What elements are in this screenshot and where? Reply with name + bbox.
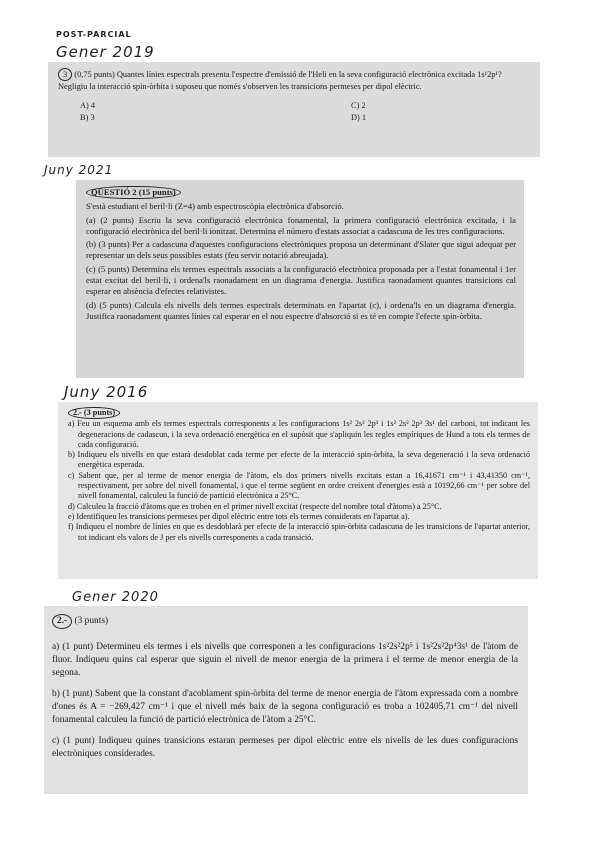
item-b: (b) (3 punts) Per a cadascuna d'aquestes configuracions electròniques proposa un determinant d'Slater que sigui adequat per representar un dels seus possibles estats (feu servir notació abreujada). bbox=[86, 239, 516, 261]
item-d: (d) (5 punts) Calcula els nivells dels termes espectrals determinats en l'apartat (c), i ordena'ls en un diagrama d'energia. Justifica raonadament quantes línies cal esperar en el nou espectre d'absorció si es té en compte l'efecte spin-òrbita. bbox=[86, 299, 516, 321]
item-c: (c) (5 punts) Determina els termes espectrals associats a la configuració electrònica proposada per a l'estat fonamental i 1er estat excitat del beril·li, i ordena'ls raonadament en un diagrama d'energia. Justifica raonadament quantes transicions cal esperar en absència d'efectes relativistes. bbox=[86, 263, 516, 297]
question-number: 3 bbox=[58, 68, 72, 81]
question-title bbox=[52, 614, 518, 629]
question-number: 2.- bbox=[52, 614, 72, 629]
question-gener-2020 bbox=[44, 606, 528, 794]
question-points: (3 punts) bbox=[74, 616, 109, 626]
item-b: b) (1 punt) Sabent que la constant d'acoblament spin-òrbita del terme de menor energia de l'àtom expressada com a nombre d'ones és A = −269,427 cm⁻¹ i que el nivell més baix de la segona configuració es troba a 102405,71 cm⁻¹ del nivell fonamental calculeu la funció de partició electrònica de l'àtom a 25°C. bbox=[52, 689, 518, 725]
item-e: e) Identifiqueu les transicions permeses per dipol elèctric entre tots els termes considerats en l'apartat a). bbox=[68, 511, 410, 521]
question-gener-2019 bbox=[48, 62, 540, 157]
item-d: d) Calculeu la fracció d'àtoms que es troben en el primer nivell excitat (respecte del nombre total d'àtoms) a 25°C. bbox=[68, 501, 442, 511]
option-c: C) 2 bbox=[351, 101, 366, 110]
question-statement: (0,75 punts) Quantes línies espectrals presenta l'espectre d'emissió de l'Heli en la seva configuració electrònica excitada 1s¹2p¹? Negligiu la interacció spin-òrbita i suposeu que només s'observen les transicions permeses per dipol elèctric. bbox=[58, 70, 502, 91]
question-title-text: QÜESTIÓ 2 (15 punts) bbox=[86, 186, 181, 199]
question-juny-2016 bbox=[58, 402, 538, 579]
item-f: f) Indiqueu el nombre de línies en que es desdoblarà per efecte de la interacció spin-òrbita cadascuna de les transicions de l'apartat anterior, tot indicant els valors de J per els nivells corresponents a cada transició. bbox=[68, 522, 530, 542]
answer-options bbox=[58, 100, 532, 123]
item-c: c) Sabent que, per al terme de menor energia de l'àtom, els dos primers nivells excitats estan a 16,41671 cm⁻¹ i 43,41350 cm⁻¹, respectivament, per sobre del nivell fonamental, i que el terme següent en ordre creixent d'energies està a 10192,66 cm⁻¹ per sobre del nivell fonamental, calculeu la funció de partició electrònica a 25°C. bbox=[68, 470, 530, 501]
option-d: D) 1 bbox=[351, 113, 367, 122]
option-b: B) 3 bbox=[80, 113, 95, 122]
option-a: A) 4 bbox=[80, 101, 96, 110]
question-title-text: 2.- (3 punts) bbox=[68, 407, 120, 419]
item-b: b) Indiqueu els nivells en que estarà desdoblat cada terme per efecte de la interacció spin-òrbita, la seva degeneració i la seva ordenació energètica esperada. bbox=[68, 450, 530, 470]
item-a: (a) (2 punts) Escriu la seva configuració electrònica fonamental, la primera configuració electrònica excitada, i la configuració electrònica del beril·li ionitzat. Determina el número d'estats associat a cadascuna de les tres configuracions. bbox=[86, 214, 516, 236]
gener-2020-header: Gener 2020 bbox=[72, 590, 159, 605]
juny-2021-header: Juny 2021 bbox=[44, 163, 114, 177]
juny-2016-header: Juny 2016 bbox=[64, 383, 149, 401]
item-c: c) (1 punt) Indiqueu quines transicions estaran permeses per dipol elèctric entre els nivells de les dues configuracions electròniques considerades. bbox=[52, 736, 518, 759]
question-title bbox=[68, 407, 530, 419]
question-2019-text bbox=[58, 68, 532, 92]
question-intro: S'està estudiant el beril·li (Z=4) amb espectroscòpia electrònica d'absorció. bbox=[86, 201, 344, 212]
item-a: a) Feu un esquema amb els termes espectrals corresponents a les configuracions 1s² 2s² 2p³ i 1s² 2s² 2p³ 3s¹ del carboni, tot indicant les degeneracions de cadascun, i la seva ordenació energètica en el supòsit que s'apliquin les regles empíriques de Hund a tots els termes de cada configuració. bbox=[68, 419, 530, 449]
post-parcial-header: POST-PARCIAL bbox=[56, 30, 132, 39]
question-title bbox=[86, 186, 516, 199]
gener-2019-header: Gener 2019 bbox=[56, 43, 155, 61]
question-juny-2021 bbox=[76, 180, 524, 378]
item-a: a) (1 punt) Determineu els termes i els nivells que corresponen a les configuracions 1s²2s²2p⁵ i 1s²2s²2p⁴3s¹ de l'àtom de fluor. Indiqueu quins cal esperar que siguin el nivell de menor energia de la primera i el terme de menor energia de la segona. bbox=[52, 642, 518, 678]
